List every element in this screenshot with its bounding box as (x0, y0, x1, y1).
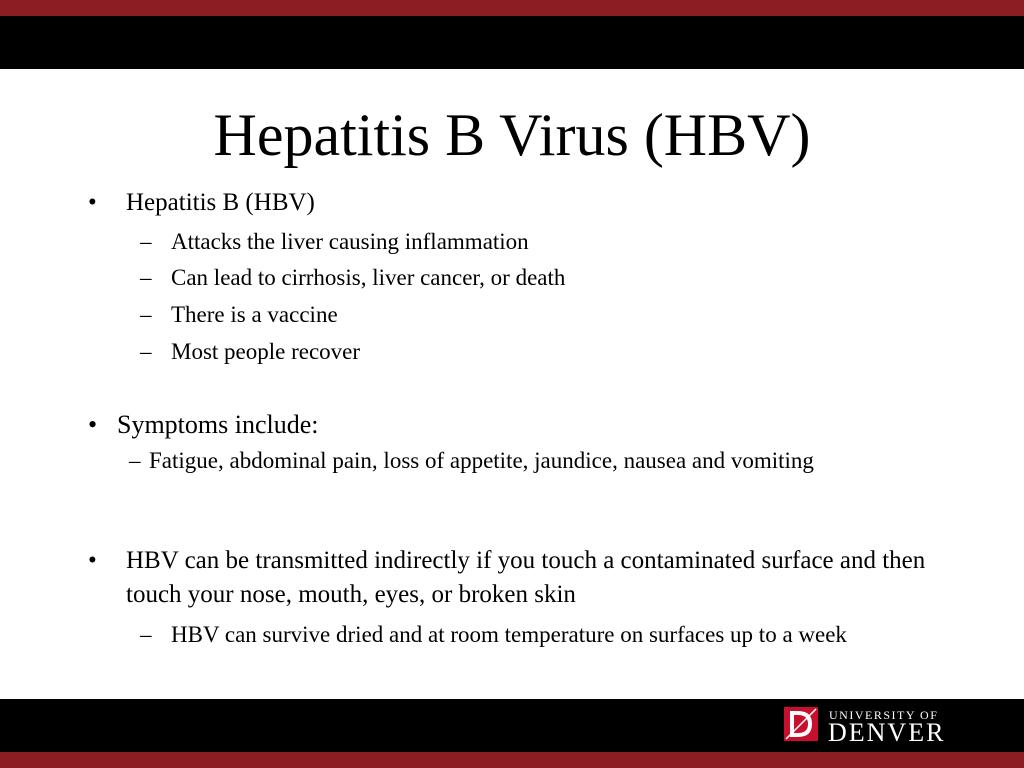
bullet-marker: • (88, 410, 98, 439)
sub-bullet-text: Fatigue, abdominal pain, loss of appetite, jaundice, nausea and vomiting (149, 448, 814, 473)
top-accent-stripe (0, 0, 1024, 16)
bullet-text: HBV can be transmitted indirectly if you touch a contaminated surface and then touch your nose, mouth, eyes, or broken skin (126, 547, 926, 608)
sub-bullet-marker: – (140, 265, 152, 290)
bullet-text: Hepatitis B (HBV) (126, 189, 315, 216)
top-header-band (0, 0, 1024, 69)
university-of-denver-logo-icon (784, 707, 818, 741)
bottom-accent-stripe (0, 752, 1024, 768)
slide-title: Hepatitis B Virus (HBV) (213, 102, 811, 168)
sub-bullet-text: Can lead to cirrhosis, liver cancer, or death (171, 265, 566, 290)
bullet-marker: • (88, 189, 97, 216)
bullet-item-transmission (88, 544, 948, 612)
sub-bullet-item (140, 620, 940, 649)
sub-bullet-text: Most people recover (171, 339, 361, 364)
logo-line-university-of: UNIVERSITY OF (829, 708, 939, 722)
sub-bullet-marker: – (140, 622, 152, 647)
sub-bullet-marker: – (129, 448, 141, 473)
sub-bullet-item (129, 447, 889, 475)
sub-bullet-marker: – (140, 302, 152, 327)
sub-bullet-marker: – (140, 229, 152, 254)
logo-line-denver: DENVER (828, 718, 946, 747)
bullet-text: Symptoms include: (117, 410, 319, 439)
university-of-denver-logo (784, 707, 954, 745)
sub-bullet-text: Attacks the liver causing inflammation (171, 229, 529, 254)
bullet-marker: • (88, 547, 97, 574)
sub-bullet-marker: – (140, 339, 152, 364)
sub-bullet-text: HBV can survive dried and at room temperature on surfaces up to a week (171, 622, 847, 647)
sub-bullet-text: There is a vaccine (171, 302, 338, 327)
